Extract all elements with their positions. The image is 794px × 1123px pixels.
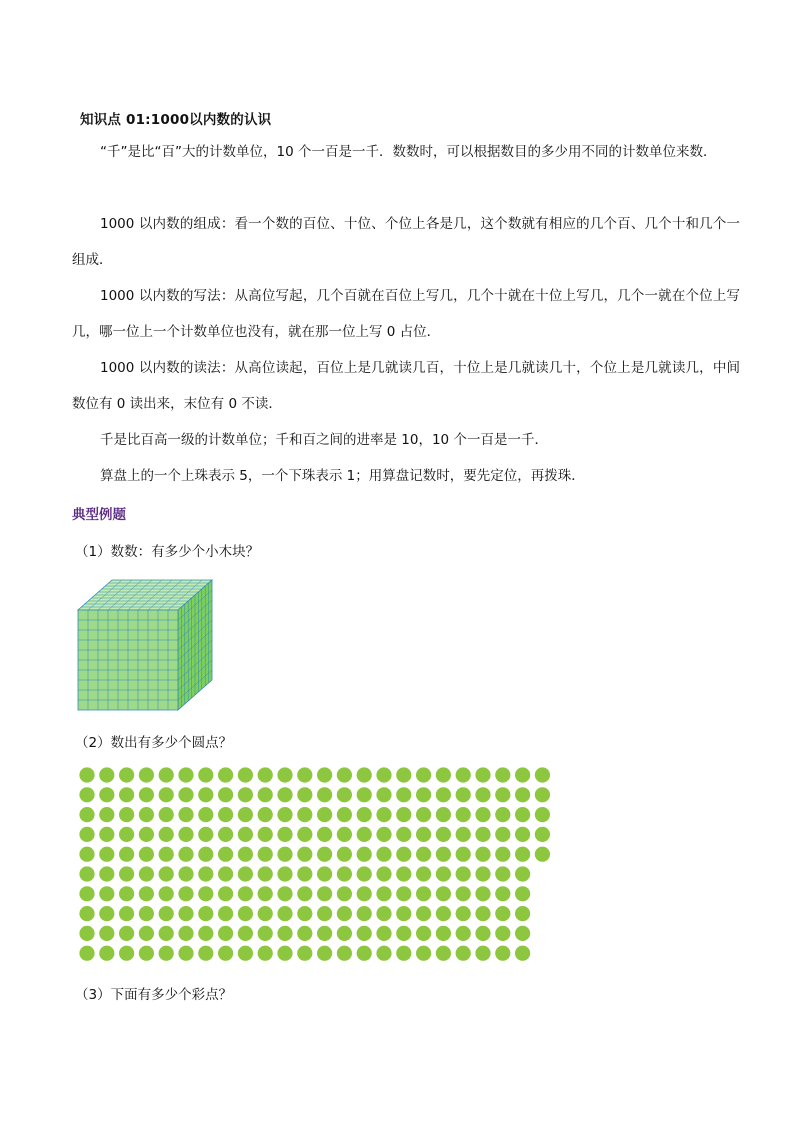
green-dot-icon [258,926,273,941]
green-dot-icon [297,946,312,961]
green-dot-icon [258,847,273,862]
green-dot-icon [535,827,550,842]
green-dot-icon [198,946,213,961]
green-dot-icon [456,827,471,842]
green-dot-icon [396,906,411,921]
green-dot-icon [337,906,352,921]
green-dot-icon [238,926,253,941]
green-dot-icon [159,787,174,802]
green-dot-icon [119,946,134,961]
green-dot-icon [475,866,490,881]
green-dot-icon [218,827,233,842]
green-dot-icon [317,787,332,802]
green-dot-icon [317,926,332,941]
green-dot-icon [475,807,490,822]
green-dot-icon [297,926,312,941]
green-dot-icon [238,807,253,822]
paragraph-thousand-hundred-ratio: 千是比百高一级的计数单位；千和百之间的进率是 10，10 个一百是一千． [100,432,548,448]
green-dot-icon [337,886,352,901]
green-dot-icon [357,847,372,862]
green-dot-icon [515,946,530,961]
green-dot-icon [277,787,292,802]
green-dot-icon [119,807,134,822]
green-dot-icon [79,827,94,842]
green-dot-icon [218,847,233,862]
green-dot-icon [436,767,451,782]
green-dot-icon [218,946,233,961]
green-dot-icon [396,847,411,862]
green-dot-icon [178,906,193,921]
green-dot-icon [198,767,213,782]
paragraph-number-reading: 1000 以内数的读法：从高位读起，百位上是几就读几百，十位上是几就读几十，个位上是几就读几，中间数位有 0 读出来，末位有 0 不读． [72,360,740,412]
green-dot-icon [139,787,154,802]
green-dot-icon [238,767,253,782]
green-dot-icon [337,946,352,961]
green-dot-icon [416,767,431,782]
green-dot-icon [456,787,471,802]
green-dot-icon [258,886,273,901]
green-dot-icon [297,847,312,862]
green-dot-icon [297,807,312,822]
green-dot-icon [79,767,94,782]
green-dot-icon [456,807,471,822]
green-dot-icon [475,767,490,782]
green-dot-icon [376,807,391,822]
green-dot-icon [99,787,114,802]
green-dot-icon [258,946,273,961]
green-dot-icon [99,767,114,782]
green-dot-icon [357,926,372,941]
green-dot-icon [495,886,510,901]
green-dot-icon [436,847,451,862]
green-dot-icon [495,946,510,961]
green-dot-icon [139,827,154,842]
green-dot-icon [178,827,193,842]
green-dot-icon [495,906,510,921]
green-dot-icon [515,866,530,881]
knowledge-point-heading: 知识点 01:1000以内数的认识 [80,112,272,128]
green-dot-icon [475,906,490,921]
green-dot-icon [337,767,352,782]
green-dot-icon [396,926,411,941]
green-dot-icon [79,906,94,921]
green-dot-icon [416,946,431,961]
green-dot-icon [218,906,233,921]
question-1: （1）数数：有多少个小木块？ [75,544,260,560]
green-dot-icon [475,787,490,802]
green-dot-icon [258,767,273,782]
green-dot-icon [456,926,471,941]
green-dot-icon [416,847,431,862]
green-dot-icon [436,866,451,881]
green-dot-icon [436,827,451,842]
green-dot-icon [376,767,391,782]
green-dot-icon [277,767,292,782]
green-dot-icon [357,906,372,921]
green-dot-icon [159,906,174,921]
green-dot-icon [159,827,174,842]
green-dot-icon [198,787,213,802]
green-dot-icon [99,926,114,941]
green-dot-icon [436,807,451,822]
green-dot-icon [396,946,411,961]
green-dot-icon [416,866,431,881]
green-dot-icon [79,807,94,822]
green-dot-icon [218,866,233,881]
green-dot-icon [178,847,193,862]
green-dot-icon [99,866,114,881]
green-dot-icon [475,827,490,842]
green-dot-icon [178,866,193,881]
green-dot-icon [376,787,391,802]
green-dot-icon [495,787,510,802]
green-dot-icon [238,906,253,921]
green-dot-icon [258,906,273,921]
green-dot-icon [218,926,233,941]
green-dot-icon [119,767,134,782]
green-dot-icon [436,886,451,901]
green-dot-icon [159,767,174,782]
green-dot-icon [436,906,451,921]
question-3: （3）下面有多少个彩点？ [75,987,233,1003]
green-dot-icon [376,906,391,921]
green-dot-icon [139,866,154,881]
green-dot-icon [475,926,490,941]
green-dot-icon [277,827,292,842]
green-dot-icon [258,827,273,842]
green-dot-icon [357,767,372,782]
green-dot-icon [376,866,391,881]
green-dot-icon [79,926,94,941]
green-dot-icon [515,886,530,901]
green-dot-icon [337,787,352,802]
green-dot-icon [515,767,530,782]
green-dot-icon [238,946,253,961]
green-dot-icon [198,807,213,822]
green-dot-icon [238,866,253,881]
green-dot-icon [317,767,332,782]
green-dot-icon [495,847,510,862]
green-dot-icon [337,847,352,862]
green-dot-icon [99,946,114,961]
green-dot-icon [119,926,134,941]
green-dot-icon [376,827,391,842]
cube-of-blocks-icon [76,578,216,714]
green-dot-icon [139,886,154,901]
green-dot-icon [139,767,154,782]
green-dot-icon [198,827,213,842]
green-dot-icon [416,926,431,941]
green-dot-icon [159,847,174,862]
green-dot-icon [436,926,451,941]
green-dot-icon [79,866,94,881]
green-dot-icon [317,946,332,961]
green-dot-icon [337,807,352,822]
green-dot-icon [119,906,134,921]
green-dot-icon [159,807,174,822]
green-dot-icon [79,886,94,901]
green-dot-icon [238,886,253,901]
green-dot-icon [515,926,530,941]
green-dot-icon [396,807,411,822]
green-dot-icon [475,847,490,862]
green-dot-icon [178,926,193,941]
green-dot-icon [159,886,174,901]
green-dot-icon [277,946,292,961]
green-dot-icon [297,866,312,881]
green-dot-icon [495,767,510,782]
green-dot-icon [198,926,213,941]
green-dot-icon [396,827,411,842]
green-dot-icon [416,827,431,842]
green-dot-icon [535,847,550,862]
green-dot-icon [99,827,114,842]
green-dot-icon [139,807,154,822]
green-dot-icon [159,926,174,941]
green-dot-icon [396,886,411,901]
green-dot-icon [495,827,510,842]
green-dot-icon [79,787,94,802]
green-dot-icon [317,866,332,881]
green-dot-icon [119,886,134,901]
green-dot-icon [99,886,114,901]
green-dot-icon [99,847,114,862]
green-dot-icon [297,827,312,842]
green-dot-icon [178,807,193,822]
green-dot-icon [178,886,193,901]
green-dot-icon [436,787,451,802]
dot-grid-figure [79,767,551,967]
green-dot-icon [357,787,372,802]
green-dot-icon [416,906,431,921]
green-dot-icon [317,847,332,862]
green-dot-icon [535,807,550,822]
paragraph-abacus: 算盘上的一个上珠表示 5，一个下珠表示 1；用算盘记数时，要先定位，再拨珠． [100,468,585,484]
green-dot-icon [396,866,411,881]
green-dot-icon [357,946,372,961]
green-dot-icon [317,807,332,822]
green-dot-icon [277,926,292,941]
green-dot-icon [515,787,530,802]
green-dot-icon [119,787,134,802]
green-dot-icon [456,946,471,961]
green-dot-icon [495,926,510,941]
green-dot-icon [317,827,332,842]
green-dot-icon [515,847,530,862]
green-dot-icon [139,946,154,961]
green-dot-icon [416,807,431,822]
green-dot-icon [515,906,530,921]
green-dot-icon [139,847,154,862]
green-dot-icon [159,866,174,881]
green-dot-icon [119,866,134,881]
green-dot-icon [416,886,431,901]
green-dot-icon [79,847,94,862]
paragraph-thousand-definition: “千”是比“百”大的计数单位，10 个一百是一千．数数时，可以根据数目的多少用不同的计数单位来数． [100,144,717,160]
green-dot-icon [238,827,253,842]
green-dot-icon [258,866,273,881]
green-dot-icon [515,827,530,842]
green-dot-icon [79,946,94,961]
green-dot-icon [119,827,134,842]
green-dot-icon [337,866,352,881]
green-dot-icon [277,886,292,901]
green-dot-icon [495,807,510,822]
green-dot-icon [376,886,391,901]
green-dot-icon [198,886,213,901]
green-dot-icon [396,787,411,802]
green-dot-icon [475,886,490,901]
green-dot-icon [277,847,292,862]
green-dot-icon [456,906,471,921]
green-dot-icon [218,787,233,802]
green-dot-icon [357,827,372,842]
green-dot-icon [317,886,332,901]
green-dot-icon [357,807,372,822]
green-dot-icon [456,847,471,862]
green-dot-icon [297,767,312,782]
green-dot-icon [277,807,292,822]
green-dot-icon [456,866,471,881]
green-dot-icon [198,866,213,881]
green-dot-icon [238,847,253,862]
green-dot-icon [297,906,312,921]
green-dot-icon [159,946,174,961]
green-dot-icon [277,906,292,921]
green-dot-icon [258,807,273,822]
green-dot-icon [416,787,431,802]
green-dot-icon [99,906,114,921]
green-dot-icon [139,906,154,921]
green-dot-icon [376,946,391,961]
paragraph-number-composition: 1000 以内数的组成：看一个数的百位、十位、个位上各是几，这个数就有相应的几个百、几个十和几个一组成． [72,216,740,268]
green-dot-icon [238,787,253,802]
green-dot-icon [376,847,391,862]
green-dot-icon [376,926,391,941]
green-dot-icon [178,767,193,782]
green-dot-icon [337,926,352,941]
green-dot-icon [178,787,193,802]
green-dot-icon [258,787,273,802]
green-dot-icon [456,767,471,782]
paragraph-number-writing: 1000 以内数的写法：从高位写起，几个百就在百位上写几，几个十就在十位上写几，几个一就在个位上写几，哪一位上一个计数单位也没有，就在那一位上写 0 占位． [72,288,740,340]
green-dot-icon [277,866,292,881]
green-dot-icon [456,886,471,901]
green-dot-icon [218,886,233,901]
question-2: （2）数出有多少个圆点？ [75,735,233,751]
green-dot-icon [139,926,154,941]
green-dot-icon [218,807,233,822]
green-dot-icon [357,886,372,901]
green-dot-icon [317,906,332,921]
green-dot-icon [99,807,114,822]
green-dot-icon [297,886,312,901]
green-dot-icon [357,866,372,881]
green-dot-icon [218,767,233,782]
green-dot-icon [515,807,530,822]
green-dot-icon [198,847,213,862]
green-dot-icon [396,767,411,782]
examples-section-title: 典型例题 [72,507,126,523]
green-dot-icon [198,906,213,921]
green-dot-icon [535,767,550,782]
green-dot-icon [495,866,510,881]
green-dot-icon [436,946,451,961]
green-dot-icon [178,946,193,961]
green-dot-icon [337,827,352,842]
green-dot-icon [535,787,550,802]
green-dot-icon [475,946,490,961]
green-dot-icon [297,787,312,802]
green-dot-icon [119,847,134,862]
